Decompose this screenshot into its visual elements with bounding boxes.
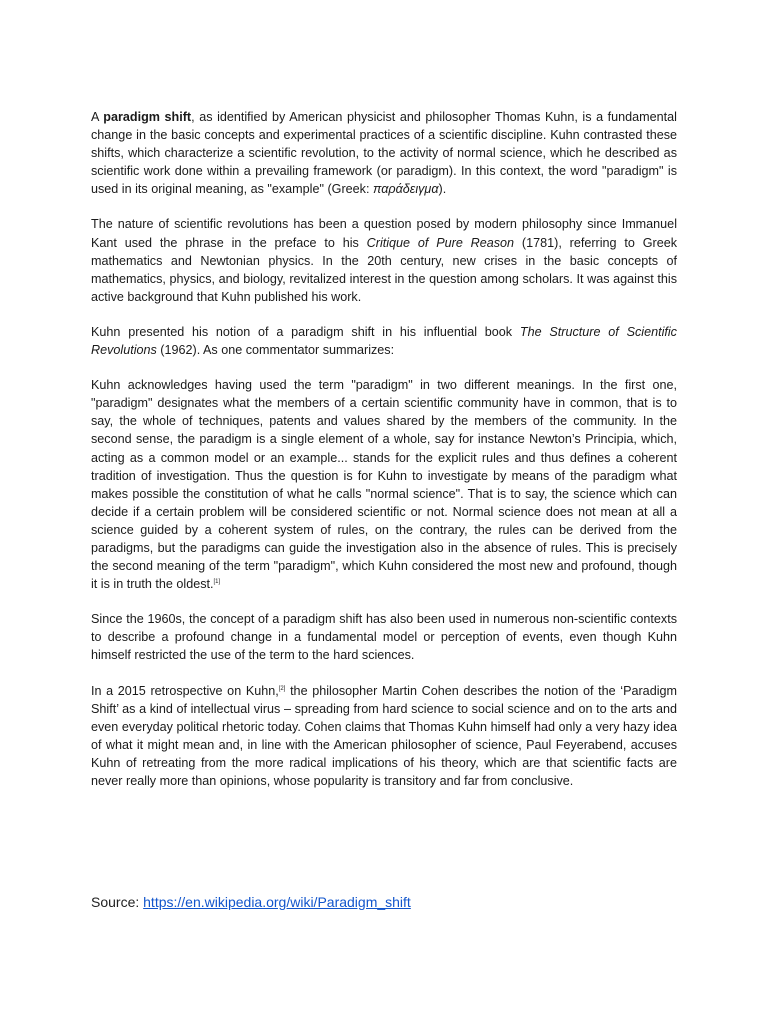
book-title: Critique of Pure Reason bbox=[366, 235, 515, 250]
text-run: In a 2015 retrospective on Kuhn, bbox=[91, 683, 279, 698]
book-title: The Structure of Scientific Revolutions bbox=[91, 324, 677, 358]
footnote-ref[interactable]: [2] bbox=[278, 685, 286, 692]
footnote-ref[interactable]: [1] bbox=[213, 579, 221, 586]
paragraph-definition bbox=[91, 108, 677, 198]
article-body bbox=[91, 108, 677, 790]
source-line bbox=[91, 892, 411, 912]
greek-word: παράδειγμα bbox=[372, 182, 439, 197]
source-label: Source: bbox=[91, 894, 144, 910]
source-link[interactable]: https://en.wikipedia.org/wiki/Paradigm_shift bbox=[143, 894, 411, 910]
paragraph-kuhn-book bbox=[91, 323, 677, 359]
text-run: Since the 1960s, the concept of a paradigm shift has also been used in numerous non-scientific contexts to describe a profound change in a fundamental model or perception of events, even though Kuhn himself restricted the use of the term to the hard sciences. bbox=[91, 612, 677, 663]
text-run: , as identified by American physicist and philosopher Thomas Kuhn, is a fundamental change in the basic concepts and experimental practices of a scientific discipline. Kuhn contrasted these shifts, which characterize a scientific revolution, to the activity of normal science, which he described as scientific work done within a prevailing framework (or paradigm). In this context, the word "paradigm" is used in its original meaning, as "example" (Greek: bbox=[91, 110, 677, 197]
text-run: A bbox=[91, 110, 104, 124]
text-run: (1962). As one commentator summarizes: bbox=[156, 343, 395, 358]
text-run: ). bbox=[438, 182, 447, 197]
text-run: Kuhn acknowledges having used the term "paradigm" in two different meanings. In the first one, "paradigm" designates what the members of a certain scientific community have in common, that is to say, the whole of techniques, patents and values shared by the members of the community. In the second sense, the paradigm is a single element of a whole, say for instance Newton’s Principia, which, acting as a common model or an example... stands for the explicit rules and thus defines a coherent tradition of investigation. Thus the question is for Kuhn to investigate by means of the paradigm what makes possible the constitution of what he calls "normal science". That is to say, the science which can decide if a certain problem will be considered scientific or not. Normal science does not mean at all a science guided by a coherent system of rules, on the contrary, the rules can be derived from the paradigms, but the paradigms can guide the investigation also in the absence of rules. This is precisely the second meaning of the term "paradigm", which Kuhn considered the most new and profound, though it is in truth the oldest. bbox=[91, 378, 677, 592]
text-run: Kuhn presented his notion of a paradigm shift in his influential book bbox=[91, 324, 520, 339]
paragraph-quote bbox=[91, 376, 677, 593]
text-run: (1781), referring to Greek mathematics and Newtonian physics. In the 20th century, new crises in the basic concepts of mathematics, physics, and biology, revitalized interest in the question among scholars. It was against this active background that Kuhn published his work. bbox=[91, 235, 678, 304]
paragraph-cohen bbox=[91, 682, 677, 791]
text-run: The nature of scientific revolutions has been a question posed by modern philosophy since Immanuel Kant used the phrase in the preface to his bbox=[91, 217, 677, 250]
text-run: the philosopher Martin Cohen describes the notion of the ‘Paradigm Shift’ as a kind of intellectual virus – spreading from hard science to social science and on to the arts and even everyday political rhetoric today. Cohen claims that Thomas Kuhn himself had only a very hazy idea of what it might mean and, in line with the American philosopher of science, Paul Feyerabend, accuses Kuhn of retreating from the more radical implications of his theory, which are that scientific facts are never really more than opinions, whose popularity is transitory and far from conclusive. bbox=[91, 683, 677, 788]
paragraph-revolutions bbox=[91, 215, 677, 305]
bold-term: paradigm shift bbox=[103, 110, 192, 124]
paragraph-1960s bbox=[91, 610, 677, 664]
